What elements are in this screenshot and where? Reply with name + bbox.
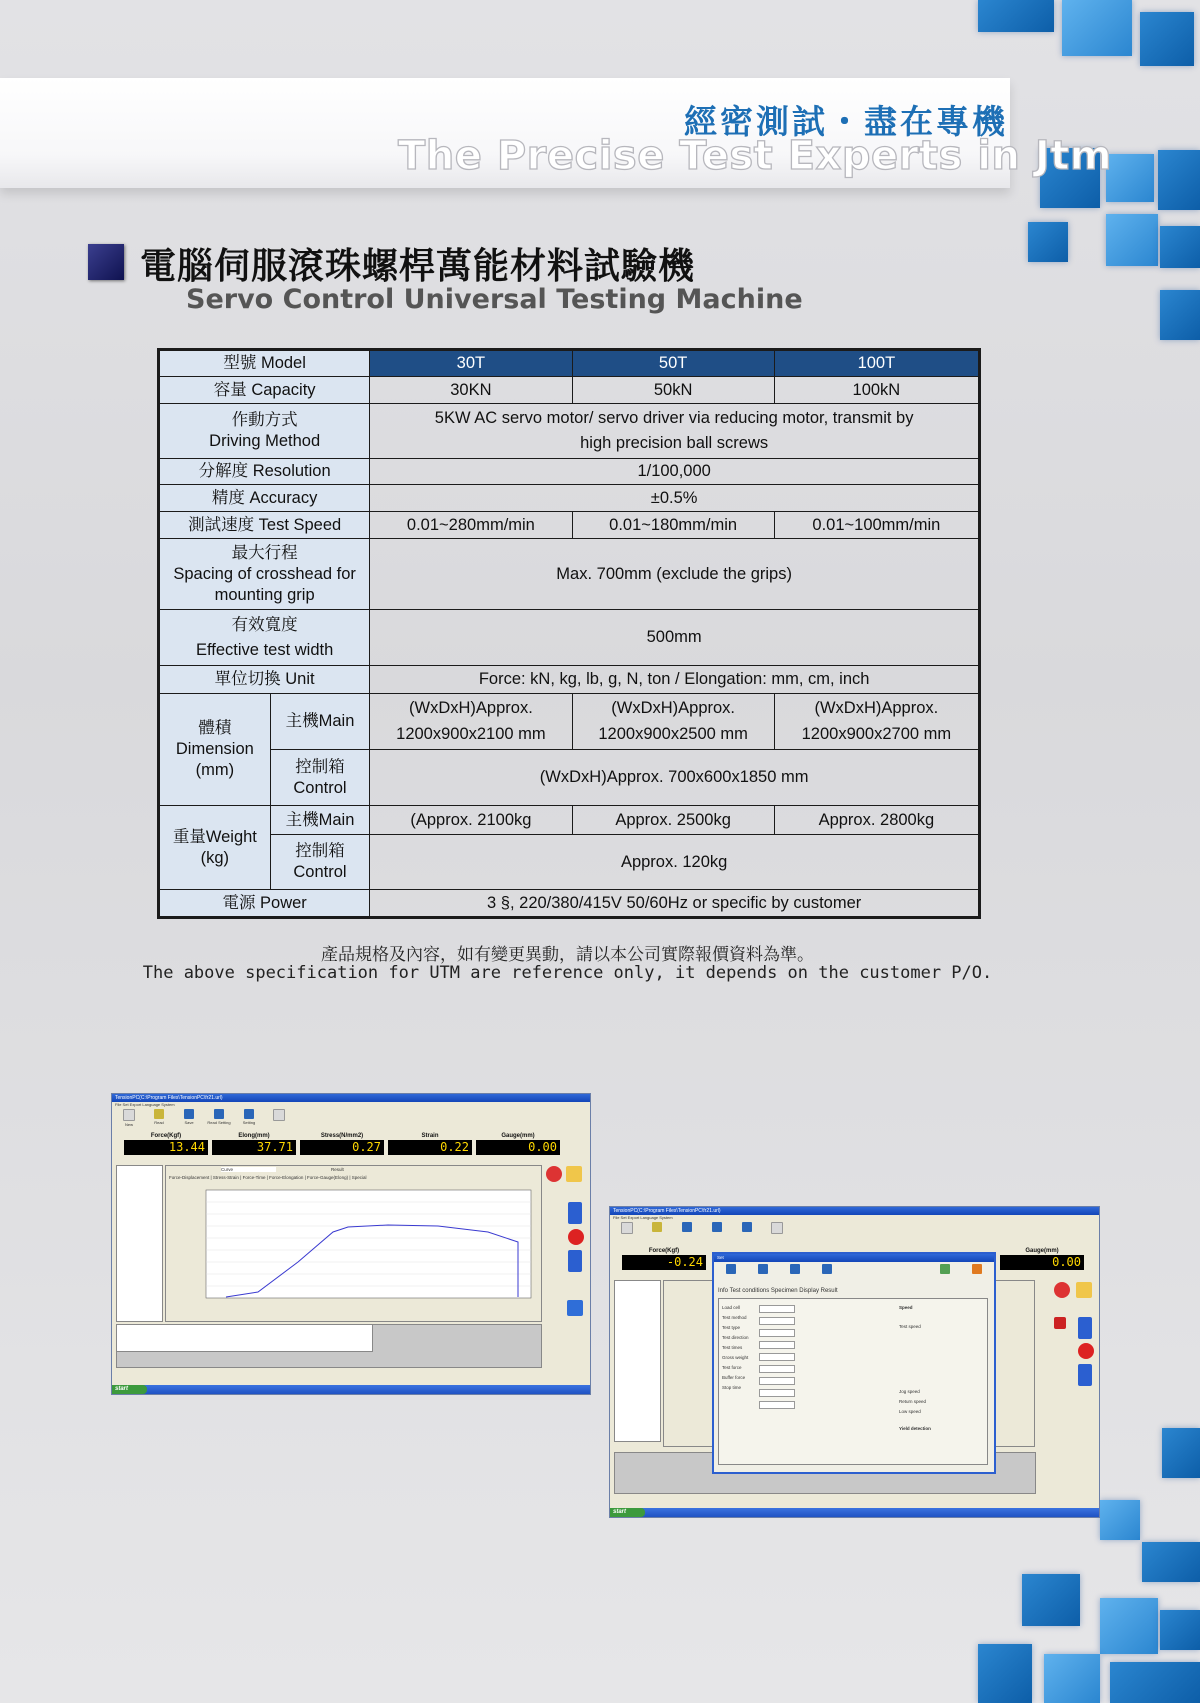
decor-square xyxy=(1100,1598,1158,1654)
save-icon xyxy=(682,1222,692,1232)
dimension-control-value: (WxDxH)Approx. 700x600x1850 mm xyxy=(370,750,980,806)
speed-50t: 0.01~180mm/min xyxy=(572,512,774,539)
test-play-icon[interactable] xyxy=(1054,1317,1066,1329)
elong-readout xyxy=(212,1132,296,1155)
driving-line-1: 5KW AC servo motor/ servo driver via reducing motor, transmit by xyxy=(434,409,914,427)
weight-main-30t: (Approx. 2100kg xyxy=(370,806,572,835)
stop-time-input[interactable] xyxy=(759,1401,795,1409)
gauge-readout-panel xyxy=(1000,1247,1084,1270)
label-test-speed: 測試速度 Test Speed xyxy=(159,512,370,539)
down-arrow-icon[interactable] xyxy=(1078,1364,1092,1386)
menu-bar: File Set Export Language System xyxy=(115,1102,175,1107)
result-table xyxy=(116,1324,373,1352)
up-arrow-icon[interactable] xyxy=(1078,1317,1092,1339)
dialog-saveas-button[interactable] xyxy=(814,1264,840,1282)
dialog-exit-button[interactable] xyxy=(964,1264,990,1282)
force-label: Force(Kgf) xyxy=(648,1248,680,1254)
page-title-chinese: 電腦伺服滾珠螺桿萬能材料試驗機 xyxy=(140,246,696,287)
row-dimension-control xyxy=(159,750,980,806)
decor-square xyxy=(978,0,1054,32)
save-icon xyxy=(790,1264,800,1274)
dimension-main-100t xyxy=(774,694,979,750)
dialog-enter-button[interactable] xyxy=(932,1264,958,1282)
buffer-force-input[interactable] xyxy=(759,1389,795,1397)
setting-icon xyxy=(244,1109,254,1119)
speed-30t: 0.01~280mm/min xyxy=(370,512,572,539)
test-method-input[interactable] xyxy=(759,1317,795,1325)
row-weight-control xyxy=(159,835,980,890)
test-conditions-panel xyxy=(718,1298,988,1465)
load-cell-label: Load cell xyxy=(722,1305,741,1310)
strain-label: Strain xyxy=(421,1133,439,1139)
accuracy-value: ±0.5% xyxy=(370,485,980,512)
row-accuracy xyxy=(159,485,980,512)
sample-list[interactable] xyxy=(116,1165,163,1322)
setting-button[interactable] xyxy=(734,1222,760,1240)
readout-panel xyxy=(622,1247,706,1270)
report-button[interactable] xyxy=(764,1222,790,1240)
read-icon xyxy=(154,1109,164,1119)
label-width-en: Effective test width xyxy=(196,640,334,659)
model-30t: 30T xyxy=(370,350,572,377)
test-times-label: Test times xyxy=(722,1345,743,1350)
note-chinese: 產品規格及內容，如有變更異動，請以本公司實際報價資料為準。 xyxy=(321,945,814,965)
decor-square xyxy=(1160,1610,1200,1650)
taskbar xyxy=(610,1508,1099,1517)
open-icon xyxy=(758,1264,768,1274)
dimension-main-50t xyxy=(572,694,774,750)
slogan-english: The Precise Test Experts in Jtm xyxy=(398,133,1112,179)
dimension-main-30t xyxy=(370,694,572,750)
specification-table xyxy=(157,348,981,919)
dialog-titlebar xyxy=(714,1254,994,1262)
row-dimension-main xyxy=(159,694,980,750)
label-unit: 單位切換 Unit xyxy=(159,666,370,694)
dialog-new-button[interactable] xyxy=(718,1264,744,1282)
new-icon xyxy=(621,1222,633,1234)
decor-square xyxy=(1162,1428,1200,1478)
start-button[interactable]: start xyxy=(112,1385,147,1394)
row-model xyxy=(159,350,980,377)
decor-square xyxy=(1044,1654,1100,1703)
decor-square xyxy=(1142,1542,1200,1582)
read-setting-button[interactable] xyxy=(704,1222,730,1240)
read-setting-button[interactable] xyxy=(206,1109,232,1127)
manual-hand-icon[interactable] xyxy=(566,1166,582,1182)
dimension-main-50t-line2: 1200x900x2500 mm xyxy=(598,725,748,743)
row-power xyxy=(159,890,980,918)
label-dimension-main: 主機Main xyxy=(270,694,370,750)
label-effective-width xyxy=(159,610,370,666)
gauge-readout xyxy=(476,1132,560,1155)
force-readout xyxy=(622,1247,706,1270)
model-50t: 50T xyxy=(572,350,774,377)
test-direction-input[interactable] xyxy=(759,1341,795,1349)
decor-square xyxy=(1160,290,1200,340)
setting-icon xyxy=(742,1222,752,1232)
report-icon xyxy=(771,1222,783,1234)
weight-main-100t: Approx. 2800kg xyxy=(774,806,979,835)
force-readout xyxy=(124,1132,208,1155)
gauge-label: Gauge(mm) xyxy=(1025,1248,1059,1254)
toolbar xyxy=(116,1109,292,1127)
jog-speed-label[interactable]: Jog speed xyxy=(899,1389,920,1394)
buffer-force-label: Buffer force xyxy=(722,1375,746,1380)
zero-icon[interactable] xyxy=(546,1166,562,1182)
title-bullet-square xyxy=(88,244,124,280)
resolution-value: 1/100,000 xyxy=(370,459,980,485)
test-type-input[interactable] xyxy=(759,1329,795,1337)
decor-square xyxy=(1062,0,1132,56)
yield-detection-button[interactable]: Yield detection xyxy=(899,1426,931,1431)
effective-width-value: 500mm xyxy=(370,610,980,666)
force-value: -0.24 xyxy=(622,1255,706,1270)
row-driving-method xyxy=(159,404,980,459)
label-weight-control-en: Control xyxy=(293,863,347,881)
read-button[interactable] xyxy=(644,1222,670,1240)
label-dimension xyxy=(159,694,271,806)
gauge-value: 0.00 xyxy=(1000,1255,1084,1270)
label-weight-control xyxy=(270,835,370,890)
label-weight-unit: (kg) xyxy=(200,848,230,867)
test-type-label: Test type xyxy=(722,1325,741,1330)
strain-readout xyxy=(388,1132,472,1155)
curve-subtabs[interactable]: Force-Displacement | Stress-Strain | Force-Time | Force-Elongation | Force-Gauge(Elong) | Special xyxy=(169,1175,367,1180)
toolbar xyxy=(614,1222,790,1240)
decor-square xyxy=(1106,214,1158,266)
low-speed-label[interactable]: Low speed xyxy=(899,1409,921,1414)
gauge-value: 0.00 xyxy=(476,1140,560,1155)
window-titlebar: TensionPC(C:\Program Files\TensionPC\fr21.url) xyxy=(112,1094,590,1102)
stress-readout xyxy=(300,1132,384,1155)
decor-square xyxy=(1100,1500,1140,1540)
read-button[interactable] xyxy=(146,1109,172,1127)
tab-curve[interactable]: Curve xyxy=(221,1167,276,1172)
label-dimension-zh: 體積 xyxy=(198,719,232,737)
test-force-label: Test force xyxy=(722,1365,742,1370)
dimension-main-100t-line1: (WxDxH)Approx. xyxy=(814,699,939,717)
decor-square xyxy=(1140,12,1194,66)
sample-list[interactable] xyxy=(614,1280,661,1442)
capacity-30t: 30KN xyxy=(370,377,572,404)
label-weight-zh: 重量Weight xyxy=(172,827,257,846)
tab-result[interactable]: Result xyxy=(331,1167,344,1172)
software-screenshot-settings xyxy=(609,1206,1100,1518)
menu-bar: File Set Export Language System xyxy=(613,1215,673,1220)
label-driving-zh: 作動方式 xyxy=(231,411,298,429)
down-arrow-icon[interactable] xyxy=(568,1250,582,1272)
weight-main-50t: Approx. 2500kg xyxy=(572,806,774,835)
stress-value: 0.27 xyxy=(300,1140,384,1155)
setting-label: Setting xyxy=(242,1120,256,1125)
left-inputs xyxy=(759,1305,795,1413)
report-icon xyxy=(273,1109,285,1121)
gross-weight-label: Gross weight xyxy=(722,1355,749,1360)
weight-control-value: Approx. 120kg xyxy=(370,835,980,890)
save-button[interactable] xyxy=(674,1222,700,1240)
label-accuracy: 精度 Accuracy xyxy=(159,485,370,512)
spacer xyxy=(846,1264,926,1282)
test-method-label: Test method xyxy=(722,1315,747,1320)
dimension-main-100t-line2: 1200x900x2700 mm xyxy=(801,725,952,743)
label-weight xyxy=(159,806,271,890)
test-times-input[interactable] xyxy=(759,1353,795,1361)
label-power: 電源 Power xyxy=(159,890,370,918)
row-resolution xyxy=(159,459,980,485)
new-button[interactable] xyxy=(116,1109,142,1127)
settings-dialog xyxy=(712,1252,996,1474)
curve-panel xyxy=(165,1165,542,1322)
stop-icon[interactable] xyxy=(568,1229,584,1245)
readout-panel xyxy=(124,1132,560,1155)
read-setting-label: Read Setting xyxy=(207,1120,231,1125)
check-icon xyxy=(940,1264,950,1274)
label-width-zh: 有效寬度 xyxy=(231,615,298,634)
test-speed-label[interactable]: Test speed xyxy=(899,1324,921,1329)
capacity-100t: 100kN xyxy=(774,377,979,404)
force-displacement-curve xyxy=(168,1182,538,1320)
label-capacity: 容量 Capacity xyxy=(159,377,370,404)
row-effective-width xyxy=(159,610,980,666)
strain-value: 0.22 xyxy=(388,1140,472,1155)
row-test-speed xyxy=(159,512,980,539)
label-stroke-zh: 最大行程 xyxy=(231,543,298,562)
dimension-main-50t-line1: (WxDxH)Approx. xyxy=(611,699,736,717)
elong-label: Elong(mm) xyxy=(238,1133,270,1139)
row-stroke xyxy=(159,539,980,610)
label-dimension-control-en: Control xyxy=(293,778,347,797)
test-force-input[interactable] xyxy=(759,1377,795,1385)
software-screenshot-curve xyxy=(111,1093,591,1395)
label-dimension-control-zh: 控制箱 xyxy=(295,757,345,776)
decor-square xyxy=(1028,222,1068,262)
stop-time-label: Stop time xyxy=(722,1385,742,1390)
stroke-value: Max. 700mm (exclude the grips) xyxy=(370,539,980,610)
dialog-save-button[interactable] xyxy=(782,1264,808,1282)
load-cell-input[interactable] xyxy=(759,1305,795,1313)
dimension-main-30t-line1: (WxDxH)Approx. xyxy=(409,699,533,717)
decor-square xyxy=(1106,154,1154,202)
taskbar xyxy=(112,1385,590,1394)
save-button[interactable] xyxy=(176,1109,202,1127)
read-label: Read xyxy=(154,1120,164,1125)
save-as-icon xyxy=(822,1264,832,1274)
manual-hand-icon[interactable] xyxy=(1076,1282,1092,1298)
label-dimension-control xyxy=(270,750,370,806)
slogan-chinese: 經密測試・盡在專機 xyxy=(684,102,1008,141)
label-dimension-en: Dimension xyxy=(175,740,254,758)
power-value: 3 §, 220/380/415V 50/60Hz or specific by customer xyxy=(370,890,980,918)
new-icon xyxy=(123,1109,135,1121)
elong-value: 37.71 xyxy=(212,1140,296,1155)
model-100t: 100T xyxy=(774,350,979,377)
report-button[interactable] xyxy=(266,1109,292,1127)
new-button[interactable] xyxy=(614,1222,640,1240)
speed-100t: 0.01~100mm/min xyxy=(774,512,979,539)
speed-heading: Speed xyxy=(899,1305,913,1310)
decor-square xyxy=(1158,150,1200,210)
driving-method-value xyxy=(370,404,980,459)
new-icon xyxy=(726,1264,736,1274)
test-direction-label: Test direction xyxy=(722,1335,749,1340)
setting-button[interactable] xyxy=(236,1109,262,1127)
return-speed-label[interactable]: Return speed xyxy=(899,1399,927,1404)
label-stroke-en-1: Spacing of crosshead for xyxy=(173,564,356,583)
label-stroke xyxy=(159,539,370,610)
up-arrow-icon[interactable] xyxy=(568,1202,582,1224)
label-stroke-en-2: mounting grip xyxy=(214,585,315,604)
dialog-tabs[interactable]: Info Test conditions Specimen Display Result xyxy=(718,1288,838,1294)
label-driving-method xyxy=(159,404,370,459)
driving-line-2: high precision ball screws xyxy=(580,434,769,452)
label-resolution: 分解度 Resolution xyxy=(159,459,370,485)
label-weight-main: 主機Main xyxy=(270,806,370,835)
decor-square xyxy=(1110,1662,1200,1703)
force-value: 13.44 xyxy=(124,1140,208,1155)
page-title-english: Servo Control Universal Testing Machine xyxy=(186,284,803,315)
note-english: The above specification for UTM are reference only, it depends on the customer P/O. xyxy=(142,963,993,983)
read-icon xyxy=(652,1222,662,1232)
label-driving-en: Driving Method xyxy=(209,432,321,450)
gauge-label: Gauge(mm) xyxy=(501,1133,535,1139)
dimension-main-30t-line2: 1200x900x2100 mm xyxy=(396,725,546,743)
force-label: Force(Kgf) xyxy=(150,1133,182,1139)
row-unit xyxy=(159,666,980,694)
read-setting-icon xyxy=(712,1222,722,1232)
row-weight-main xyxy=(159,806,980,835)
decor-square xyxy=(1160,226,1200,268)
right-fields xyxy=(899,1305,931,1431)
row-capacity xyxy=(159,377,980,404)
dialog-title: Set xyxy=(717,1255,724,1260)
start-button[interactable]: start xyxy=(610,1508,645,1517)
save-icon xyxy=(184,1109,194,1119)
label-model: 型號 Model xyxy=(159,350,370,377)
stop-icon[interactable] xyxy=(1078,1343,1094,1359)
label-weight-control-zh: 控制箱 xyxy=(295,842,345,860)
label-dimension-unit: (mm) xyxy=(195,761,235,779)
exit-icon xyxy=(972,1264,982,1274)
window-titlebar: TensionPC(C:\Program Files\TensionPC\fr21.url) xyxy=(610,1207,1099,1215)
gross-weight-input[interactable] xyxy=(759,1365,795,1373)
gauge-readout xyxy=(1000,1247,1084,1270)
stress-label: Stress(N/mm2) xyxy=(320,1133,364,1139)
decor-square xyxy=(978,1644,1032,1703)
return-icon[interactable] xyxy=(567,1300,583,1316)
save-label: Save xyxy=(184,1120,194,1125)
unit-value: Force: kN, kg, lb, g, N, ton / Elongation: mm, cm, inch xyxy=(370,666,980,694)
decor-square xyxy=(1022,1574,1080,1626)
dialog-open-button[interactable] xyxy=(750,1264,776,1282)
new-label: New xyxy=(124,1122,133,1127)
read-setting-icon xyxy=(214,1109,224,1119)
dialog-toolbar xyxy=(714,1262,994,1284)
capacity-50t: 50kN xyxy=(572,377,774,404)
zero-icon[interactable] xyxy=(1054,1282,1070,1298)
